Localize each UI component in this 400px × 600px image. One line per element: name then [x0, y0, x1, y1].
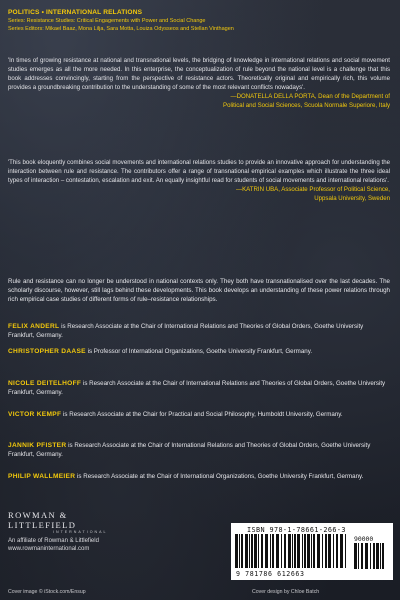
endorsement-quote [8, 158, 390, 203]
author-entry [8, 472, 390, 481]
author-entry [8, 441, 390, 459]
series-editors: Series Editors: Mikael Baaz, Mona Lilja, Sara Motta, Louiza Odysseos and Stellan Vinthagen [8, 26, 234, 33]
author-bio: is Research Associate at the Chair of International Relations and Theories of Global Orders, Goethe University Frankfurt, Germany. [8, 442, 371, 459]
author-bio: is Research Associate at the Chair of International Relations and Theories of Global Orders, Goethe University Frankfurt, Germany. [8, 380, 386, 397]
publisher-affiliation: An affiliate of Rowman & Littlefield [8, 538, 99, 544]
quote-attribution: Political and Social Sciences, Scuola Normale Superiore, Italy [223, 102, 390, 110]
author-bio: is Research Associate at the Chair for Practical and Social Philosophy, Humboldt University, Germany. [61, 411, 343, 418]
author-bio: is Research Associate at the Chair of International Relations and Theories of Global Orders, Goethe University Frankfurt, Germany. [8, 323, 364, 340]
series-header [8, 8, 392, 34]
author-name: CHRISTOPHER DAASE [8, 348, 86, 355]
author-entry [8, 379, 390, 397]
author-bio: is Professor of International Organizations, Goethe University Frankfurt, Germany. [85, 348, 313, 355]
book-blurb: Rule and resistance can no longer be understood in national contexts only. They both have transnationalised over the last decades. The scholarly discourse, however, still lags behind these developments. This book develops an understanding of these power relations through rich empirical case studies of different forms of rule–resistance relationships. [8, 278, 390, 304]
author-name: JANNIK PFISTER [8, 442, 67, 449]
quote-attribution: —KATRIN UBA, Associate Professor of Political Science, [236, 186, 390, 194]
author-name: NICOLE DEITELHOFF [8, 380, 82, 387]
logo-subtitle: INTERNATIONAL [53, 530, 108, 534]
author-entry [8, 410, 390, 419]
price-code: 90000 [354, 535, 374, 543]
author-name: PHILIP WALLMEIER [8, 473, 76, 480]
author-name: FELIX ANDERL [8, 323, 60, 330]
endorsement-quote [8, 56, 390, 111]
barcode-digits: 9 781786 612663 [236, 570, 305, 578]
author-entry [8, 322, 390, 340]
logo-line: ROWMAN & [8, 510, 68, 520]
barcode-bars [235, 534, 349, 568]
publisher-website: www.rowmaninternational.com [8, 546, 90, 552]
quote-attribution: —DONATELLA DELLA PORTA, Dean of the Department of [230, 93, 390, 101]
publisher-logo [8, 510, 208, 535]
quote-text: 'This book eloquently combines social movements and international relations studies to provide an innovative approach for understanding the interaction between rule and resistance. The contributors offer a range of transnational empirical examples which illustrate the three ideal types of interaction – contestation, escalation and exit. An equally insightful read for students of social movements and international relations'. [8, 159, 390, 185]
isbn-number: ISBN 978-1-78661-266-3 [247, 526, 346, 534]
author-bio: is Research Associate at the Chair of International Organizations, Goethe University Frankfurt, Germany. [75, 473, 364, 480]
isbn-barcode [231, 523, 393, 580]
author-entry [8, 347, 390, 356]
logo-line: LITTLEFIELD [8, 520, 77, 530]
series-title: Series: Resistance Studies: Critical Engagements with Power and Social Change [8, 18, 206, 24]
publisher-block [8, 510, 208, 553]
author-name: VICTOR KEMPF [8, 411, 62, 418]
design-credit: Cover design by Chloe Batch [252, 589, 320, 595]
image-credit: Cover image © iStock.com/Ensup [8, 589, 86, 595]
price-barcode-bars [354, 543, 388, 569]
category-label: POLITICS • INTERNATIONAL RELATIONS [8, 9, 143, 16]
quote-attribution: Uppsala University, Sweden [314, 195, 390, 203]
quote-text: 'In times of growing resistance at national and transnational levels, the bridging of knowledge in international relations and social movement studies emerges as all the more needed. In this enterprise, the conceptualization of rule beyond the national level is a challenge that this book addresses convincingly, starting from the perspective of resistance actors. Theoretically original and empirically rich, this volume provides a groundbreaking contribution to the understanding of some of the most relevant conflicts nowadays'. [8, 57, 390, 92]
